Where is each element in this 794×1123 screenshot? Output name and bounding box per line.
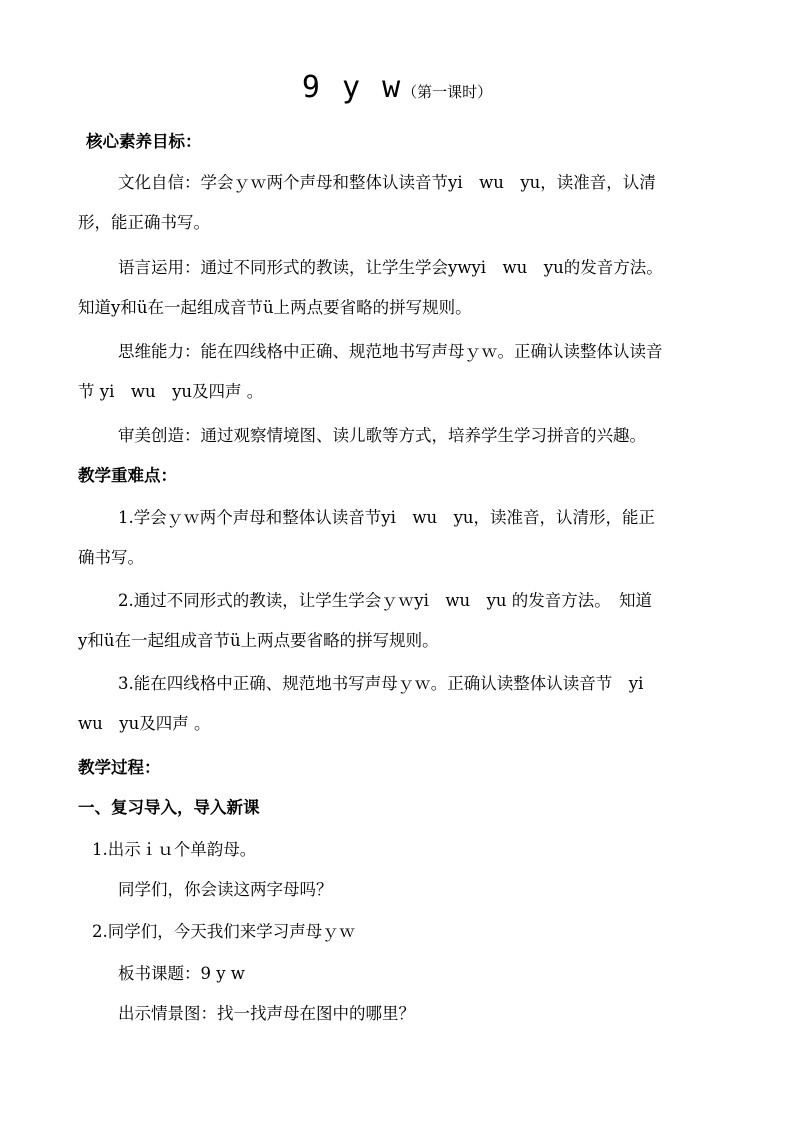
goal-line: 语言运用：通过不同形式的教读，让学生学会ywyi wu yu的发音方法。 [118,258,663,277]
goal-line: 思维能力：能在四线格中正确、规范地书写声母ｙｗ。正确认读整体认读音 [118,342,663,361]
process-line: 出示情景图：找一找声母在图中的哪里？ [118,1004,415,1023]
key-point-line: 1.学会ｙｗ两个声母和整体认读音节yi wu yu，读准音，认清形，能正 [118,508,656,527]
key-point-line: 确书写。 [78,548,144,567]
section-heading-goals: 核心素养目标： [86,132,202,151]
goal-line: 审美创造：通过观察情境图、读儿歌等方式，培养学生学习拼音的兴趣。 [118,426,646,445]
key-point-line: 2.通过不同形式的教读，让学生学会ｙｗyi wu yu 的发音方法。 知道 [118,591,653,610]
lesson-title-sub: （第一课时） [402,83,493,101]
process-line: 1.出示ｉｕ个单韵母。 [92,840,257,859]
section-heading-key-points: 教学重难点： [78,466,177,485]
process-line: 同学们，你会读这两字母吗？ [118,880,333,899]
goal-line: 知道y和ü在一起组成音节ü上两点要省略的拼写规则。 [78,298,472,317]
lesson-title [0,70,794,105]
part-heading: 一、复习导入，导入新课 [78,798,260,817]
goal-line: 形，能正确书写。 [78,213,210,232]
lesson-title-main: 9 y w [301,70,403,105]
key-point-line: wu yu及四声 。 [78,714,211,733]
goal-line: 文化自信：学会ｙｗ两个声母和整体认读音节yi wu yu，读准音，认清 [118,173,656,192]
process-line: 2.同学们，今天我们来学习声母ｙｗ [92,922,356,941]
goal-line: 节 yi wu yu及四声 。 [78,382,264,401]
section-heading-process: 教学过程： [78,758,161,777]
key-point-line: y和ü在一起组成音节ü上两点要省略的拼写规则。 [78,631,439,650]
key-point-line: 3.能在四线格中正确、规范地书写声母ｙｗ。正确认读整体认读音节 yi [118,674,644,693]
process-line: 板书课题：9 y w [118,964,245,983]
